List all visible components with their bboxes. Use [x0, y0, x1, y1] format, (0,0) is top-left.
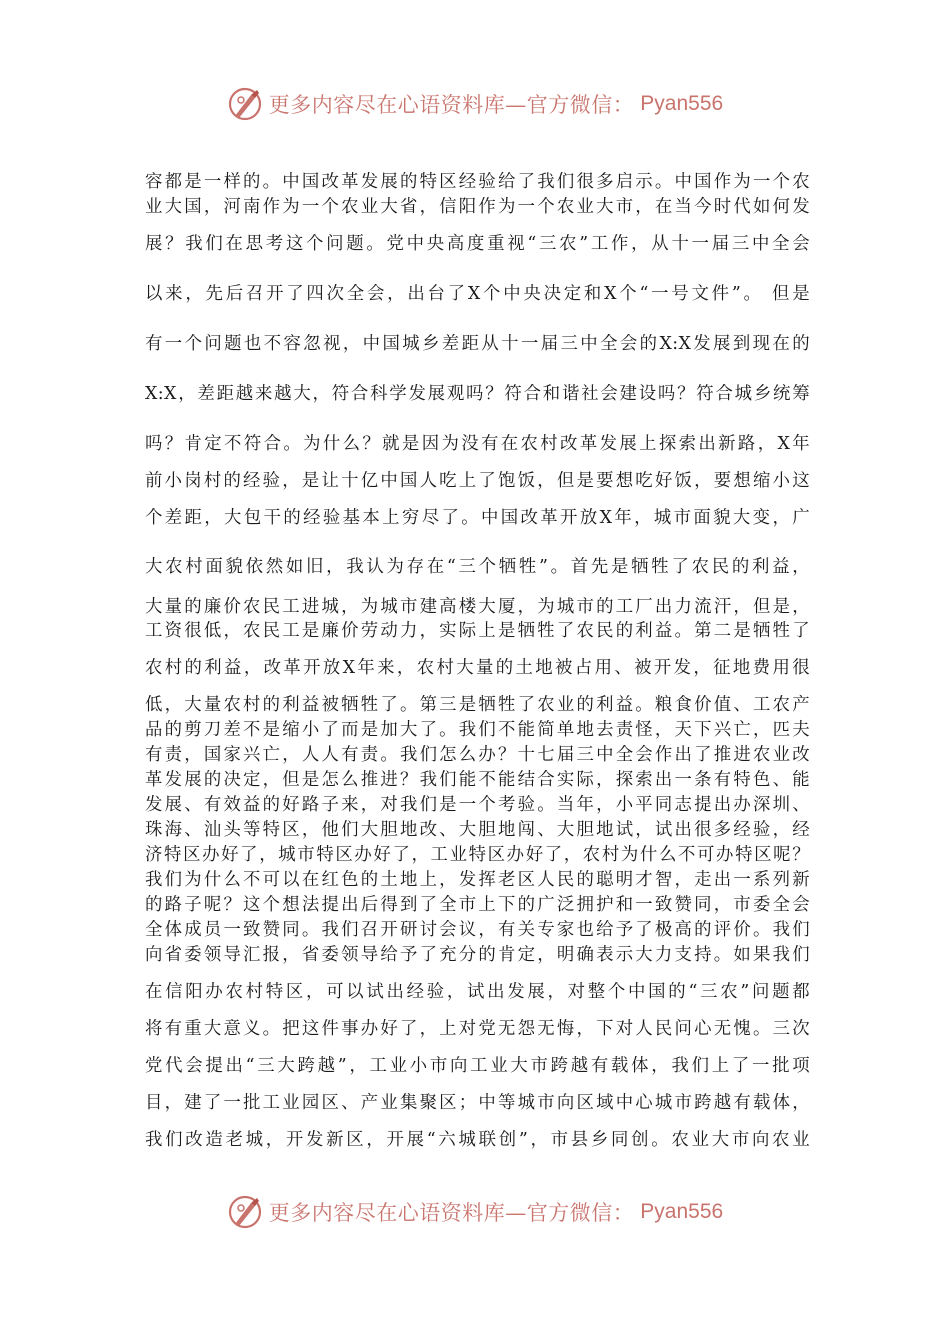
body-line: 革发展的决定，但是怎么推进？我们能不能结合实际，探索出一条有特色、能	[145, 770, 810, 790]
body-line: X:X，差距越来越大，符合科学发展观吗？符合和谐社会建设吗？符合城乡统筹	[145, 384, 810, 404]
body-line: 品的剪刀差不是缩小了而是加大了。我们不能简单地去责怪，天下兴亡，匹夫	[145, 720, 810, 740]
body-line: 有一个问题也不容忽视，中国城乡差距从十一届三中全会的X:X发展到现在的	[145, 334, 810, 354]
body-line: 低，大量农村的利益被牺牲了。第三是牺牲了农业的利益。粮食价值、工农产	[145, 695, 810, 715]
body-line: 的路子呢？这个想法提出后得到了全市上下的广泛拥护和一致赞同，市委全会	[145, 895, 810, 915]
body-line: 目，建了一批工业园区、产业集聚区；中等城市向区域中心城市跨越有载体，	[145, 1093, 810, 1113]
body-line: 我们为什么不可以在红色的土地上，发挥老区人民的聪明才智，走出一系列新	[145, 870, 810, 890]
body-line: 大农村面貌依然如旧，我认为存在“三个牺牲”。首先是牺牲了农民的利益，	[145, 557, 810, 577]
body-line: 展？我们在思考这个问题。党中央高度重视“三农”工作，从十一届三中全会	[145, 234, 810, 254]
body-line: 吗？肯定不符合。为什么？就是因为没有在农村改革发展上探索出新路，X年	[145, 434, 810, 454]
body-line: 以来，先后召开了四次全会，出台了X个中央决定和X个“一号文件”。 但是	[145, 284, 810, 304]
body-line: 在信阳办农村特区，可以试出经验，试出发展，对整个中国的“三农”问题都	[145, 982, 810, 1002]
body-line: 个差距，大包干的经验基本上穷尽了。中国改革开放X年，城市面貌大变，广	[145, 508, 810, 528]
body-line: 党代会提出“三大跨越”，工业小市向工业大市跨越有载体，我们上了一批项	[145, 1056, 810, 1076]
body-line: 发展、有效益的好路子来，对我们是一个考验。当年，小平同志提出办深圳、	[145, 795, 810, 815]
body-line: 前小岗村的经验，是让十亿中国人吃上了饱饭，但是要想吃好饭，要想缩小这	[145, 471, 810, 491]
body-line: 工资很低，农民工是廉价劳动力，实际上是牺牲了农民的利益。第二是牺牲了	[145, 621, 810, 641]
body-line: 将有重大意义。把这件事办好了，上对党无怨无悔，下对人民问心无愧。三次	[145, 1019, 810, 1039]
body-line: 我们改造老城，开发新区，开展“六城联创”，市县乡同创。农业大市向农业	[145, 1130, 810, 1150]
body-line: 向省委领导汇报，省委领导给予了充分的肯定，明确表示大力支持。如果我们	[145, 945, 810, 965]
body-line: 大量的廉价农民工进城，为城市建高楼大厦，为城市的工厂出力流汗，但是，	[145, 597, 810, 617]
footer-banner-text: 更多内容尽在心语资料库—官方微信：	[268, 1201, 635, 1225]
fountain-pen-logo-icon	[227, 1194, 263, 1230]
body-line: 有责，国家兴亡，人人有责。我们怎么办？十七届三中全会作出了推进农业改	[145, 745, 810, 765]
footer-banner	[0, 1192, 950, 1232]
body-line: 农村的利益，改革开放X年来，农村大量的土地被占用、被开发，征地费用很	[145, 658, 810, 678]
body-line: 业大国，河南作为一个农业大省，信阳作为一个农业大市，在当今时代如何发	[145, 197, 810, 217]
body-line: 容都是一样的。中国改革发展的特区经验给了我们很多启示。中国作为一个农	[145, 172, 810, 192]
body-line: 全体成员一致赞同。我们召开研讨会议，有关专家也给予了极高的评价。我们	[145, 920, 810, 940]
header-banner-text: 更多内容尽在心语资料库—官方微信：	[268, 93, 635, 117]
body-line: 珠海、汕头等特区，他们大胆地改、大胆地闯、大胆地试，试出很多经验，经	[145, 820, 810, 840]
footer-banner-wechat-id: Pyan556	[640, 1200, 724, 1223]
body-line: 济特区办好了，城市特区办好了，工业特区办好了，农村为什么不可办特区呢？	[145, 845, 810, 865]
document-body	[145, 0, 810, 1344]
header-banner-wechat-id: Pyan556	[640, 92, 724, 115]
